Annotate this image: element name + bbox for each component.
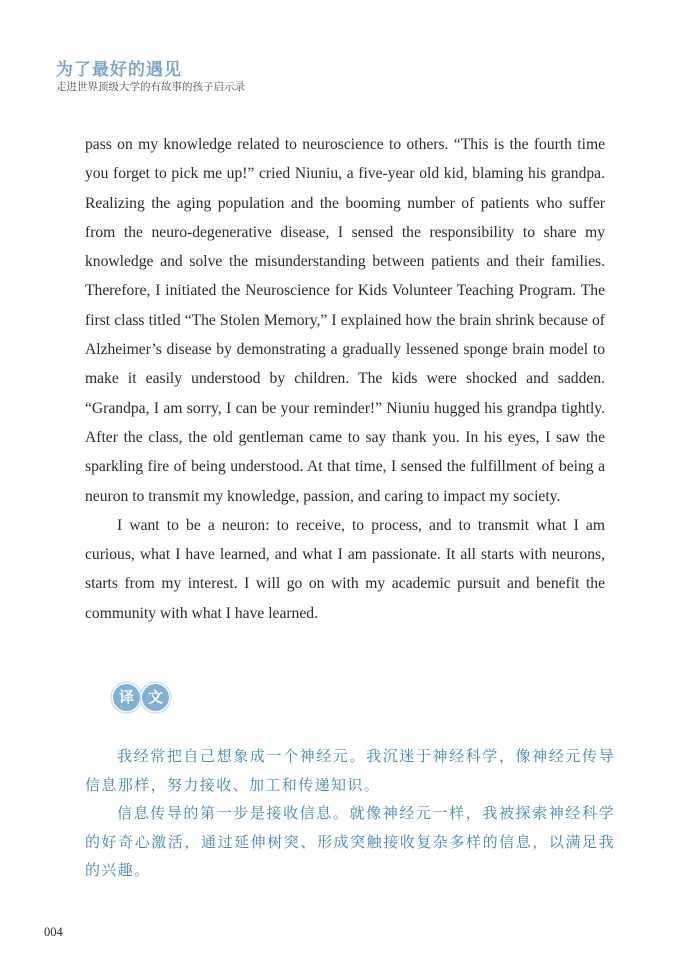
translation-paragraph: 我经常把自己想象成一个神经元。我沉迷于神经科学，像神经元传导信息那样，努力接收、加工和传递知识。 (85, 747, 615, 794)
running-header-subtitle: 走进世界顶级大学的有故事的孩子启示录 (56, 81, 245, 93)
essay-paragraph: I want to be a neuron: to receive, to process, and to transmit what I am curious, what I have learned, and what I am passionate. It all starts with neurons, starts from my interest. I will go on with my academic pursuit and benefit the community with what I have learned. (85, 516, 605, 622)
translation-badge-char: 译 (113, 684, 140, 711)
english-essay-text (85, 130, 605, 628)
running-header-title: 为了最好的遇见 (56, 60, 182, 80)
translation-badge-char: 文 (142, 684, 169, 711)
chinese-translation-text (85, 742, 615, 885)
essay-paragraph: pass on my knowledge related to neuroscience to others. “This is the fourth time you forget to pick me up!” cried Niuniu, a five-year old kid, blaming his grandpa. Realizing the aging population and the booming number of patients who suffer from the neuro-degenerative disease, I sensed the responsibility to share my knowledge and solve the misunderstanding between patients and their families. Therefore, I initiated the Neuroscience for Kids Volunteer Teaching Program. The first class titled “The Stolen Memory,” I explained how the brain shrink because of Alzheimer’s disease by demonstrating a gradually lessened sponge brain model to make it easily understood by children. The kids were shocked and sadden. “Grandpa, I am sorry, I can be your reminder!” Niuniu hugged his grandpa tightly. After the class, the old gentleman came to say thank you. In his eyes, I saw the sparkling fire of being understood. At that time, I sensed the fulfillment of being a neuron to transmit my knowledge, passion, and caring to impact my society. (85, 136, 605, 505)
translation-badge (113, 684, 171, 711)
page-number: 004 (44, 925, 63, 939)
translation-paragraph: 信息传导的第一步是接收信息。就像神经元一样，我被探索神经科学的好奇心激活，通过延伸树突、形成突触接收复杂多样的信息，以满足我的兴趣。 (85, 804, 615, 879)
